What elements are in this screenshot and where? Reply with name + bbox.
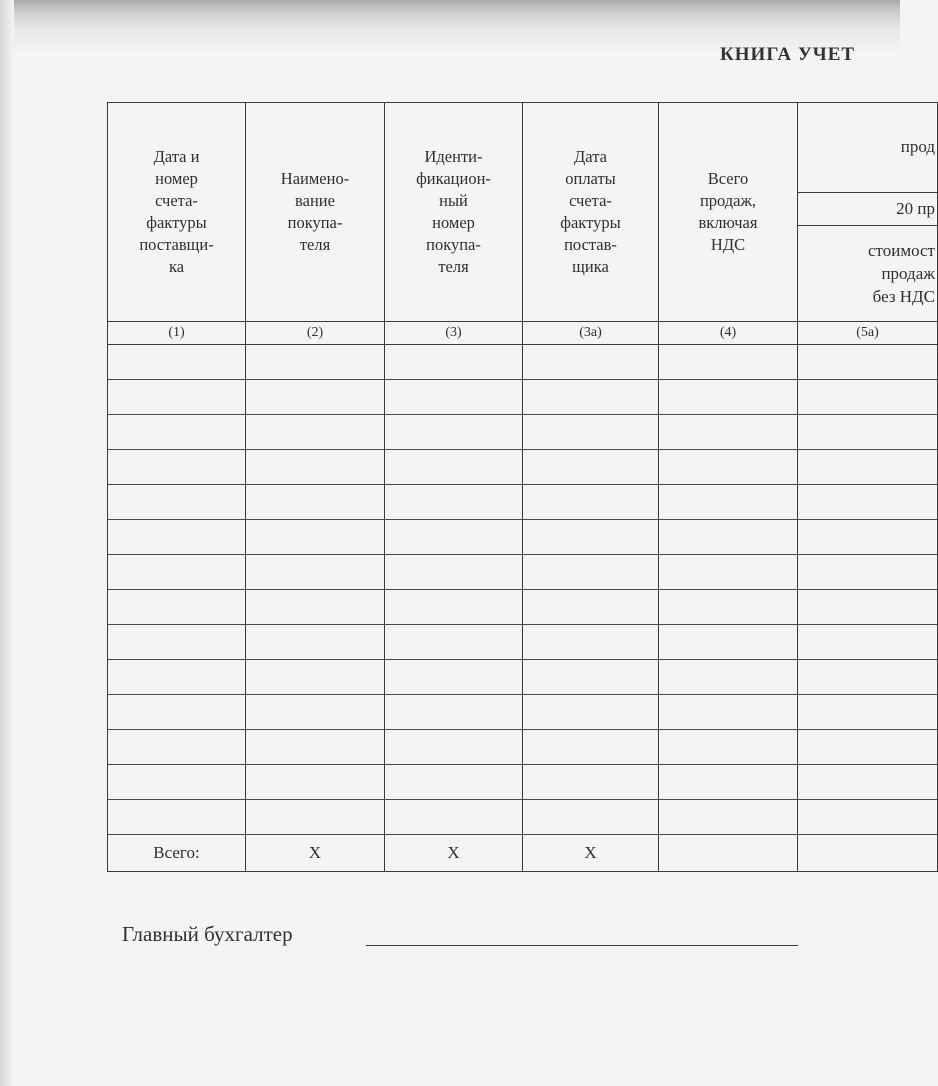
- header-label: Наимено- вание покупа- теля: [280, 169, 350, 254]
- table-cell: [246, 730, 385, 765]
- table-cell: [798, 345, 938, 380]
- table-cell: [523, 555, 659, 590]
- table-cell: [798, 485, 938, 520]
- table-cell: [798, 730, 938, 765]
- table-cell: [385, 765, 523, 800]
- table-cell: [108, 485, 246, 520]
- header-label: Иденти- фикацион- ный номер покупа- теля: [416, 147, 491, 276]
- table-cell: [246, 660, 385, 695]
- table-cell: [246, 555, 385, 590]
- table-cell: [385, 625, 523, 660]
- table-cell: [659, 660, 798, 695]
- table-cell: [798, 625, 938, 660]
- column-number: (3а): [523, 322, 659, 345]
- table-cell: [108, 695, 246, 730]
- header-row: [108, 103, 938, 193]
- table-cell: [108, 625, 246, 660]
- table-cell: [246, 695, 385, 730]
- table-cell: [108, 765, 246, 800]
- table-cell: [108, 345, 246, 380]
- table-cell: [523, 380, 659, 415]
- header-payment-date: [523, 103, 659, 322]
- table-cell: [385, 590, 523, 625]
- table-cell: [659, 765, 798, 800]
- table-row: [108, 520, 938, 555]
- table-cell: [798, 660, 938, 695]
- table-cell: [659, 485, 798, 520]
- table-cell: [523, 800, 659, 835]
- table-cell: [798, 590, 938, 625]
- table-cell: [108, 555, 246, 590]
- header-buyer-name: [246, 103, 385, 322]
- table-row: [108, 485, 938, 520]
- table-cell: [659, 625, 798, 660]
- table-cell: [523, 520, 659, 555]
- table-cell: [659, 380, 798, 415]
- column-number: (1): [108, 322, 246, 345]
- header-label: Дата оплаты счета- фактуры постав- щика: [560, 147, 621, 276]
- table-row: [108, 730, 938, 765]
- total-row: [108, 835, 938, 872]
- table-cell: [523, 765, 659, 800]
- table-row: [108, 345, 938, 380]
- table-cell: [246, 415, 385, 450]
- table-row: [108, 625, 938, 660]
- table-cell: [385, 415, 523, 450]
- header-buyer-id: [385, 103, 523, 322]
- column-number: (3): [385, 322, 523, 345]
- total-cell-col2: X: [246, 835, 385, 872]
- column-number-row: [108, 322, 938, 345]
- table-cell: [798, 555, 938, 590]
- header-label: прод: [900, 137, 935, 157]
- table-cell: [798, 450, 938, 485]
- table-row: [108, 695, 938, 730]
- table-cell: [108, 450, 246, 485]
- table-cell: [246, 485, 385, 520]
- table-cell: [108, 415, 246, 450]
- table-row: [108, 555, 938, 590]
- header-total-sales: [659, 103, 798, 322]
- table-cell: [523, 485, 659, 520]
- table-cell: [523, 695, 659, 730]
- total-cell-col3a: X: [523, 835, 659, 872]
- chief-accountant-label: Главный бухгалтер: [122, 922, 293, 946]
- table-cell: [659, 730, 798, 765]
- table-row: [108, 660, 938, 695]
- table-cell: [523, 450, 659, 485]
- table-cell: [246, 800, 385, 835]
- table-cell: [385, 695, 523, 730]
- table-cell: [385, 555, 523, 590]
- table-cell: [523, 625, 659, 660]
- table-cell: [385, 380, 523, 415]
- header-sales-group: [798, 103, 938, 193]
- column-number: (5а): [798, 322, 938, 345]
- sales-ledger-table: [107, 102, 938, 872]
- table-cell: [523, 590, 659, 625]
- table-cell: [798, 380, 938, 415]
- table-cell: [246, 765, 385, 800]
- table-cell: [246, 450, 385, 485]
- table-cell: [523, 415, 659, 450]
- table-cell: [523, 660, 659, 695]
- table-cell: [246, 520, 385, 555]
- table-cell: [659, 450, 798, 485]
- table-cell: [108, 520, 246, 555]
- column-number: (2): [246, 322, 385, 345]
- table-cell: [108, 590, 246, 625]
- table-cell: [385, 345, 523, 380]
- table-cell: [659, 415, 798, 450]
- table-cell: [246, 380, 385, 415]
- table-cell: [659, 590, 798, 625]
- table-row: [108, 765, 938, 800]
- table-cell: [385, 660, 523, 695]
- table-cell: [246, 625, 385, 660]
- signature-line: [366, 945, 798, 946]
- header-invoice-date-number: [108, 103, 246, 322]
- table-cell: [798, 695, 938, 730]
- table-cell: [246, 590, 385, 625]
- table-cell: [659, 695, 798, 730]
- table-row: [108, 415, 938, 450]
- header-rate-20: [798, 192, 938, 225]
- header-sales-value-no-vat: [798, 225, 938, 321]
- header-label: стоимост продаж без НДС: [867, 240, 935, 306]
- header-label: 20 пр: [896, 198, 935, 218]
- table-row: [108, 800, 938, 835]
- table-cell: [108, 660, 246, 695]
- table-cell: [108, 380, 246, 415]
- table-cell: [385, 800, 523, 835]
- table-row: [108, 590, 938, 625]
- table-cell: [659, 555, 798, 590]
- header-label: Всего продаж, включая НДС: [698, 169, 758, 254]
- table-cell: [798, 765, 938, 800]
- total-cell-col5a: [798, 835, 938, 872]
- table-body: [108, 345, 938, 835]
- table-cell: [108, 800, 246, 835]
- table-cell: [798, 415, 938, 450]
- total-cell-col3: X: [385, 835, 523, 872]
- table-cell: [385, 485, 523, 520]
- column-number: (4): [659, 322, 798, 345]
- total-cell-col4: [659, 835, 798, 872]
- table-cell: [798, 520, 938, 555]
- scan-left-shadow: [0, 0, 14, 1086]
- table-cell: [385, 450, 523, 485]
- table-cell: [246, 345, 385, 380]
- table-cell: [108, 730, 246, 765]
- table-cell: [385, 730, 523, 765]
- table-cell: [659, 800, 798, 835]
- header-label: Дата и номер счета- фактуры поставщи- ка: [139, 147, 214, 276]
- table-cell: [523, 345, 659, 380]
- table-cell: [523, 730, 659, 765]
- table-cell: [659, 520, 798, 555]
- table-cell: [385, 520, 523, 555]
- table-row: [108, 380, 938, 415]
- total-label: Всего:: [108, 835, 246, 872]
- table-cell: [659, 345, 798, 380]
- document-title: КНИГА УЧЕТ: [720, 44, 856, 65]
- table-cell: [798, 800, 938, 835]
- table-row: [108, 450, 938, 485]
